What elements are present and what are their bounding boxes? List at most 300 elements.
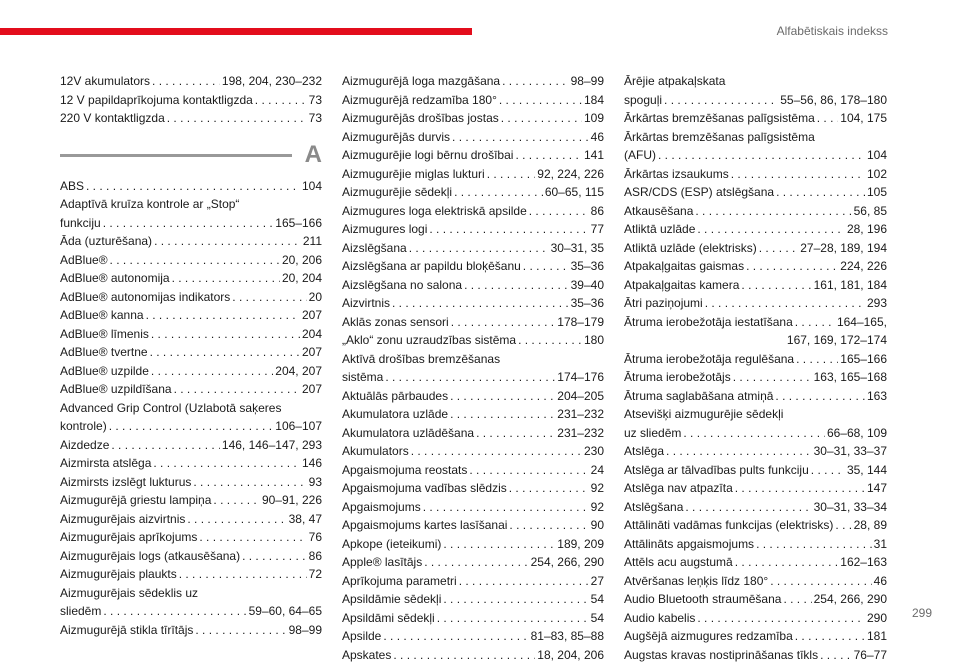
index-entry-term: Ātruma ierobežotāja regulēšana [624, 350, 794, 369]
index-entry-term: Aizmugurējās drošības jostas [342, 109, 499, 128]
index-entry-pages: 174–176 [557, 368, 604, 387]
index-entry [624, 220, 887, 239]
index-entry [342, 609, 604, 628]
index-entry-term-line: Advanced Grip Control (Uzlabotā saķeres [60, 399, 322, 418]
index-entry [60, 362, 322, 381]
index-entry-line [60, 251, 322, 270]
index-entry-pages: 35, 144 [847, 461, 887, 480]
index-entry [60, 380, 322, 399]
index-entry-line [624, 535, 887, 554]
index-entry-line [60, 306, 322, 325]
index-entry-term: uz sliedēm [624, 424, 681, 443]
index-entry-line [60, 528, 322, 547]
index-entry-line [624, 257, 887, 276]
index-entry-line [624, 109, 887, 128]
dot-leader [502, 72, 569, 91]
index-entry-term: Aizmugurējais plaukts [60, 565, 177, 584]
index-entry-pages: 104 [867, 146, 887, 165]
dot-leader [174, 380, 300, 399]
dot-leader [796, 350, 838, 369]
index-entry-pages: 204–205 [557, 387, 604, 406]
dot-leader [529, 202, 589, 221]
dot-leader [741, 276, 811, 295]
index-column-2 [342, 72, 604, 664]
dot-leader [213, 491, 260, 510]
index-entry [342, 202, 604, 221]
index-entry-term: Apgaismojuma reostats [342, 461, 467, 480]
index-entry-term: 220 V kontaktligzda [60, 109, 165, 128]
index-entry-line [624, 572, 887, 591]
index-entry-line [624, 146, 887, 165]
index-entry-line [60, 473, 322, 492]
index-entry-pages: 163 [867, 387, 887, 406]
index-entry-line [624, 646, 887, 664]
index-entry-pages: 106–107 [275, 417, 322, 436]
index-entry [342, 91, 604, 110]
index-entry-pages: 164–165, [837, 313, 887, 332]
index-entry-term: „Aklo“ zonu uzraudzības sistēma [342, 331, 516, 350]
index-entry [624, 313, 887, 350]
index-entry-term: Attālināti vadāmas funkcijas (elektrisks) [624, 516, 833, 535]
index-entry-line [60, 269, 322, 288]
index-entry-term-line: Ārējie atpakaļskata [624, 72, 887, 91]
index-entry-line [342, 424, 604, 443]
index-entry [342, 424, 604, 443]
dot-leader [232, 288, 306, 307]
index-entry-pages: 146 [302, 454, 322, 473]
index-entry-line [342, 479, 604, 498]
index-entry [60, 288, 322, 307]
index-entry [624, 387, 887, 406]
index-entry-pages: 104, 175 [840, 109, 887, 128]
dot-leader [731, 165, 865, 184]
index-entry-term: Atslēga nav atpazīta [624, 479, 733, 498]
dot-leader [451, 313, 556, 332]
index-entry-line [60, 602, 322, 621]
index-entry-term: Ātruma ierobežotājs [624, 368, 731, 387]
index-entry-line [60, 547, 322, 566]
index-entry-pages: 46 [874, 572, 887, 591]
dot-leader [509, 516, 588, 535]
index-entry [342, 109, 604, 128]
dot-leader [469, 461, 588, 480]
index-entry-term: Atkausēšana [624, 202, 693, 221]
index-entry-line [342, 553, 604, 572]
index-entry [60, 621, 322, 640]
dot-leader [172, 269, 280, 288]
index-entry-term: Aizmugurējā loga mazgāšana [342, 72, 500, 91]
index-entry-pages: 93 [309, 473, 322, 492]
index-entry-line [624, 294, 887, 313]
dot-leader [199, 528, 306, 547]
index-entry-line [342, 609, 604, 628]
index-entry-term: Aizmugurējās durvis [342, 128, 450, 147]
index-entry [342, 276, 604, 295]
index-entry-term: Apgaismojuma vadības slēdzis [342, 479, 507, 498]
index-entry-term: Attālināts apgaismojums [624, 535, 754, 554]
dot-leader [695, 202, 851, 221]
section-letter: A [60, 141, 322, 169]
index-entry [60, 195, 322, 232]
index-entry-line [624, 183, 887, 202]
index-entry-term: Apskates [342, 646, 391, 664]
dot-leader [255, 91, 307, 110]
index-entry-pages: 73 [309, 109, 322, 128]
index-entry-term: Aizmugurējie sēdekļi [342, 183, 452, 202]
index-entry-pages: 56, 85 [854, 202, 887, 221]
dot-leader [167, 109, 307, 128]
index-entry-term: Atpakaļgaitas kamera [624, 276, 739, 295]
index-entry-pages: 161, 181, 184 [814, 276, 887, 295]
index-entry-pages: 211 [303, 232, 322, 251]
index-entry-pages-continued: 167, 169, 172–174 [624, 331, 887, 350]
dot-leader [411, 442, 582, 461]
dot-leader [450, 405, 555, 424]
index-entry-line [342, 368, 604, 387]
index-entry-term: Ārkārtas bremzēšanas palīgsistēma [624, 109, 815, 128]
index-entry-line [624, 313, 887, 332]
index-entry-pages: 181 [867, 627, 887, 646]
index-entry-line [60, 362, 322, 381]
index-entry [60, 72, 322, 91]
index-entry-pages: 30–31, 33–37 [814, 442, 887, 461]
index-entry-line [342, 387, 604, 406]
index-entry-line [342, 313, 604, 332]
index-entry-term: Apsilde [342, 627, 381, 646]
index-entry [342, 239, 604, 258]
index-entry-pages: 207 [302, 380, 322, 399]
dot-leader [735, 479, 865, 498]
index-entry-term: Attēls acu augstumā [624, 553, 733, 572]
index-entry [60, 528, 322, 547]
index-entry-line [342, 109, 604, 128]
index-entry-term: ASR/CDS (ESP) atslēgšana [624, 183, 774, 202]
index-entry-pages: 18, 204, 206 [537, 646, 604, 664]
dot-leader [103, 214, 274, 233]
dot-leader [697, 220, 845, 239]
index-entry [342, 183, 604, 202]
index-entry-pages: 73 [309, 91, 322, 110]
index-entry-term: Atliktā uzlāde [624, 220, 695, 239]
index-entry-line [60, 72, 322, 91]
dot-leader [776, 183, 865, 202]
dot-leader [437, 609, 589, 628]
dot-leader [501, 109, 582, 128]
index-entry-line [624, 220, 887, 239]
index-entry-term-line: Adaptīvā kruīza kontrole ar „Stop“ [60, 195, 322, 214]
index-entry-pages: 30–31, 33–34 [814, 498, 887, 517]
index-entry-pages: 146, 146–147, 293 [222, 436, 322, 455]
index-entry-pages: 28, 89 [854, 516, 887, 535]
dot-leader [811, 461, 845, 480]
index-entry [342, 331, 604, 350]
index-entry [624, 257, 887, 276]
dot-leader [759, 239, 799, 258]
index-entry-pages: 55–56, 86, 178–180 [780, 91, 887, 110]
index-entry-pages: 230 [584, 442, 604, 461]
dot-leader [450, 387, 555, 406]
index-entry-line [60, 436, 322, 455]
index-entry-term: AdBlue® uzpildīšana [60, 380, 172, 399]
dot-leader [179, 565, 307, 584]
index-entry-term: sistēma [342, 368, 383, 387]
index-entry-pages: 102 [867, 165, 887, 184]
dot-leader [150, 343, 300, 362]
index-entry-pages: 72 [309, 565, 322, 584]
index-entry-pages: 204 [302, 325, 322, 344]
index-entry-pages: 76–77 [854, 646, 887, 664]
index-entry-line [60, 177, 322, 196]
dot-leader [392, 294, 569, 313]
dot-leader [666, 442, 812, 461]
index-entry-line [342, 202, 604, 221]
dot-leader [733, 368, 812, 387]
index-entry-pages: 92 [591, 479, 604, 498]
dot-leader [454, 183, 543, 202]
dot-leader [756, 535, 872, 554]
index-entry-line [342, 405, 604, 424]
index-entry-term: Aizvirtnis [342, 294, 390, 313]
dot-leader [242, 547, 307, 566]
index-entry-line [624, 239, 887, 258]
index-entry-term: Atslēga ar tālvadības pults funkciju [624, 461, 809, 480]
dot-leader [835, 516, 851, 535]
index-entry-pages: 104 [302, 177, 322, 196]
index-entry [342, 535, 604, 554]
index-group-numeric [60, 72, 322, 128]
index-entry [624, 627, 887, 646]
index-entry [60, 109, 322, 128]
index-entry-pages: 90–91, 226 [262, 491, 322, 510]
index-entry [342, 257, 604, 276]
index-entry-line [624, 350, 887, 369]
index-entry-line [624, 202, 887, 221]
index-group-a-col2 [342, 72, 604, 664]
index-entry [624, 202, 887, 221]
index-entry-line [60, 325, 322, 344]
dot-leader [393, 646, 535, 664]
index-entry-term: Apgaismojums kartes lasīšanai [342, 516, 507, 535]
index-entry-term: (AFU) [624, 146, 656, 165]
index-entry [60, 177, 322, 196]
index-entry [624, 165, 887, 184]
index-entry-line [624, 424, 887, 443]
index-entry-pages: 198, 204, 230–232 [222, 72, 322, 91]
dot-leader [111, 436, 220, 455]
dot-leader [518, 331, 582, 350]
index-entry [342, 405, 604, 424]
index-entry-line [60, 454, 322, 473]
index-entry-pages: 293 [867, 294, 887, 313]
index-entry-pages: 254, 266, 290 [531, 553, 604, 572]
index-entry [342, 165, 604, 184]
index-entry-term: Aizslēgšana ar papildu bloķēšanu [342, 257, 521, 276]
index-entry-line [342, 72, 604, 91]
index-entry-term: Aizslēgšana no salona [342, 276, 462, 295]
index-entry-pages: 31 [874, 535, 887, 554]
index-entry-term: AdBlue® līmenis [60, 325, 149, 344]
index-entry-pages: 86 [309, 547, 322, 566]
dot-leader [151, 325, 300, 344]
index-entry [624, 405, 887, 442]
index-entry-term: AdBlue® uzpilde [60, 362, 149, 381]
index-entry-line [60, 343, 322, 362]
dot-leader [109, 417, 274, 436]
index-entry-pages: 54 [591, 609, 604, 628]
index-entry-pages: 38, 47 [289, 510, 322, 529]
index-entry-line [342, 442, 604, 461]
index-entry-pages: 20 [309, 288, 322, 307]
index-entry-term: sliedēm [60, 602, 101, 621]
dot-leader [515, 146, 582, 165]
dot-leader [154, 232, 301, 251]
index-entry-term: Aizmugurējā redzamība 180° [342, 91, 497, 110]
index-entry-line [60, 380, 322, 399]
dot-leader [487, 165, 536, 184]
index-entry-pages: 35–36 [571, 294, 604, 313]
index-entry-line [60, 417, 322, 436]
dot-leader [409, 239, 549, 258]
index-entry-term: Aizmugures loga elektriskā apsilde [342, 202, 527, 221]
index-entry [342, 646, 604, 664]
index-entry-pages: 28, 196 [847, 220, 887, 239]
index-entry-term: Augstas kravas nostiprināšanas tīkls [624, 646, 818, 664]
index-entry-line [342, 91, 604, 110]
index-entry [60, 510, 322, 529]
index-entry [60, 473, 322, 492]
index-entry [624, 572, 887, 591]
index-entry [624, 479, 887, 498]
index-entry-line [624, 276, 887, 295]
index-entry-term: Aprīkojuma parametri [342, 572, 457, 591]
index-entry-term: Aizmugurējais logs (atkausēšana) [60, 547, 240, 566]
index-entry-term: AdBlue® tvertne [60, 343, 148, 362]
index-entry-term: AdBlue® autonomija [60, 269, 170, 288]
dot-leader [429, 220, 588, 239]
index-entry [60, 91, 322, 110]
index-entry-pages: 290 [867, 609, 887, 628]
index-entry-line [624, 461, 887, 480]
index-entry-term: Apkope (ieteikumi) [342, 535, 441, 554]
index-entry [624, 461, 887, 480]
index-entry-term: Aizmugurējais aprīkojums [60, 528, 197, 547]
index-entry-term: Atslēgšana [624, 498, 683, 517]
index-entry-line [60, 565, 322, 584]
index-entry-pages: 59–60, 64–65 [249, 602, 322, 621]
dot-leader [103, 602, 246, 621]
index-entry-pages: 254, 266, 290 [814, 590, 887, 609]
index-entry [342, 294, 604, 313]
index-entry [624, 368, 887, 387]
index-entry-pages: 35–36 [571, 257, 604, 276]
index-entry-line [342, 461, 604, 480]
index-entry-pages: 86 [591, 202, 604, 221]
index-entry-term: Apsildāmie sēdekļi [342, 590, 441, 609]
index-entry-line [624, 553, 887, 572]
index-entry-term: Aizdedze [60, 436, 109, 455]
index-entry-line [342, 257, 604, 276]
index-entry-pages: 109 [584, 109, 604, 128]
index-entry-pages: 76 [309, 528, 322, 547]
index-entry-line [624, 91, 887, 110]
index-entry-term: Aizmugurējais aizvirtnis [60, 510, 185, 529]
index-entry-line [624, 479, 887, 498]
index-entry-pages: 81–83, 85–88 [531, 627, 604, 646]
index-entry-pages: 98–99 [289, 621, 322, 640]
index-column-3 [624, 72, 887, 664]
index-entry [60, 547, 322, 566]
index-entry-pages: 30–31, 35 [551, 239, 604, 258]
index-entry-line [342, 128, 604, 147]
dot-leader [385, 368, 555, 387]
index-entry-line [624, 498, 887, 517]
index-entry-line [342, 165, 604, 184]
index-entry [60, 232, 322, 251]
header-accent-bar [0, 28, 472, 35]
index-entry [60, 325, 322, 344]
index-entry-term: Akumulatora uzlāde [342, 405, 448, 424]
index-entry [342, 442, 604, 461]
index-entry-pages: 92, 224, 226 [537, 165, 604, 184]
index-entry-line [624, 627, 887, 646]
index-entry-pages: 165–166 [840, 350, 887, 369]
index-entry [624, 553, 887, 572]
dot-leader [423, 498, 589, 517]
dot-leader [499, 91, 582, 110]
index-entry-pages: 231–232 [557, 424, 604, 443]
index-entry-line [60, 491, 322, 510]
index-group-a-col3 [624, 72, 887, 664]
dot-leader [383, 627, 528, 646]
index-entry-term: Aizmirsta atslēga [60, 454, 151, 473]
dot-leader [509, 479, 589, 498]
index-entry-pages: 165–166 [275, 214, 322, 233]
index-entry-term: Apsildāmi sēdekļi [342, 609, 435, 628]
index-entry-term: spoguļi [624, 91, 662, 110]
dot-leader [153, 454, 300, 473]
index-entry [60, 491, 322, 510]
index-entry [342, 498, 604, 517]
dot-leader [151, 362, 273, 381]
dot-leader [795, 627, 865, 646]
index-entry-line [342, 516, 604, 535]
dot-leader [775, 387, 865, 406]
index-entry-term: 12V akumulators [60, 72, 150, 91]
index-entry [60, 251, 322, 270]
index-entry [342, 220, 604, 239]
index-entry [624, 516, 887, 535]
index-entry-line [342, 646, 604, 664]
dot-leader [697, 609, 865, 628]
index-entry-term: Augšējā aizmugures redzamība [624, 627, 793, 646]
index-entry-term: Apple® lasītājs [342, 553, 422, 572]
index-group-a-col1 [60, 177, 322, 640]
dot-leader [817, 109, 839, 128]
dot-leader [464, 276, 569, 295]
index-entry-line [60, 288, 322, 307]
index-entry-pages: 184 [584, 91, 604, 110]
index-entry-pages: 180 [584, 331, 604, 350]
index-entry [60, 269, 322, 288]
dot-leader [820, 646, 852, 664]
index-entry-line [60, 214, 322, 233]
index-entry-line [342, 331, 604, 350]
index-entry-pages: 20, 204 [282, 269, 322, 288]
index-entry-term-line: Ārkārtas bremzēšanas palīgsistēma [624, 128, 887, 147]
index-entry [624, 590, 887, 609]
index-entry-line [624, 387, 887, 406]
index-entry-pages: 147 [867, 479, 887, 498]
